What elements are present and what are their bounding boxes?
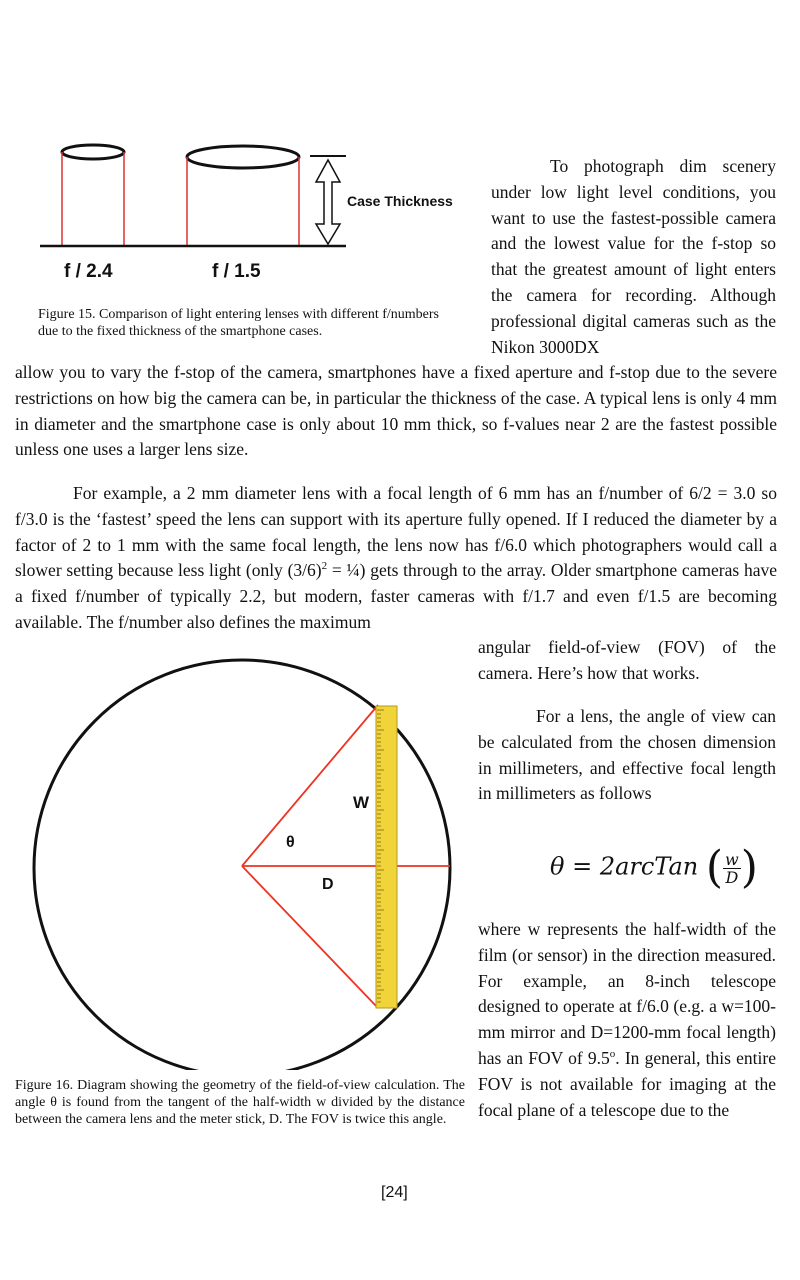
fov-formula: θ = 2arcTan ( $\frac{w}{D}$ ) bbox=[550, 842, 758, 893]
w-label: W bbox=[353, 793, 370, 812]
figure-16-caption: Figure 16. Diagram showing the geometry of the field-of-view calculation. The angle θ is found from the tangent of the half-width w divided by the distance between the camera lens and the meter stick, D. The FOV is twice this angle. bbox=[15, 1078, 465, 1127]
d-label: D bbox=[322, 876, 334, 893]
meter-stick bbox=[376, 706, 397, 1008]
formula-numerator: w bbox=[725, 849, 739, 869]
formula-lhs: θ = 2arcTan bbox=[550, 852, 699, 881]
formula-fraction bbox=[723, 851, 741, 886]
case-thickness-label: Case Thickness bbox=[347, 193, 453, 209]
theta-label: θ bbox=[286, 834, 295, 851]
paragraph-1-side: To photograph dim scenery under low light level conditions, you want to use the fastest-possible camera and the lowest value for the f-stop so that the greatest amount of light enters the camera for recording. Although professional digital cameras such as the Nikon 3000DX bbox=[491, 156, 776, 357]
paragraph-3: For a lens, the angle of view can be calculated from the chosen dimension in millimeters, and effective focal length in millimeters as follows bbox=[478, 706, 776, 804]
f-2-4-label: f / 2.4 bbox=[64, 261, 113, 282]
formula-denominator: D bbox=[725, 867, 739, 887]
f-1-5-label: f / 1.5 bbox=[212, 261, 261, 282]
small-lens-top bbox=[62, 145, 124, 159]
paragraph-1-full: allow you to vary the f-stop of the camera, smartphones have a fixed aperture and f-stop due to the severe restrictions on how big the camera can be, in particular the thickness of the case. A typical lens is only 4 mm in diameter and the smartphone case is only about 10 mm thick, so f-values near 2 are the fastest possible unless one uses a larger lens size. bbox=[15, 362, 777, 460]
figure-16-diagram bbox=[20, 650, 470, 1070]
figure-15-caption: Figure 15. Comparison of light entering lenses with different f/numbers due to the fixed thickness of the smartphone cases. bbox=[38, 307, 440, 339]
paragraph-2-side: angular field-of-view (FOV) of the camera. Here’s how that works. bbox=[478, 637, 776, 683]
lower-view-ray bbox=[242, 866, 378, 1008]
paragraph-4: where w represents the half-width of the film (or sensor) in the direction measured. For example, an 8-inch telescope designed to operate at f/6.0 (e.g. a w=100-mm mirror and D=1200-mm focal length) has an FOV of 9.5$^o$. In general, this entire FOV is not available for imaging at the focal plane of a telescope due to the bbox=[478, 919, 776, 1120]
figure-16 bbox=[20, 650, 470, 1070]
large-lens-top bbox=[187, 146, 299, 168]
figure-15 bbox=[30, 140, 480, 290]
upper-view-ray bbox=[242, 705, 378, 866]
double-arrow-icon bbox=[316, 160, 340, 244]
paragraph-2-full: For example, a 2 mm diameter lens with a focal length of 6 mm has an f/number of 6/2 = 3.0 so f/3.0 is the ‘fastest’ speed the lens can support with its aperture fully opened. If I reduced the diameter by a factor of 2 to 1 mm with the same focal length, the lens now has f/6.0 which photographers would call a slower setting because less light (only $(3/6)^2$ = ¼) gets through to the array. Older smartphone cameras have a fixed f/number of typically 2.2, but modern, faster cameras with f/1.7 and even f/1.5 are becoming available. The f/number also defines the maximum bbox=[15, 483, 777, 632]
meter-stick-body bbox=[376, 706, 397, 1008]
page-number: [24] bbox=[381, 1184, 408, 1201]
